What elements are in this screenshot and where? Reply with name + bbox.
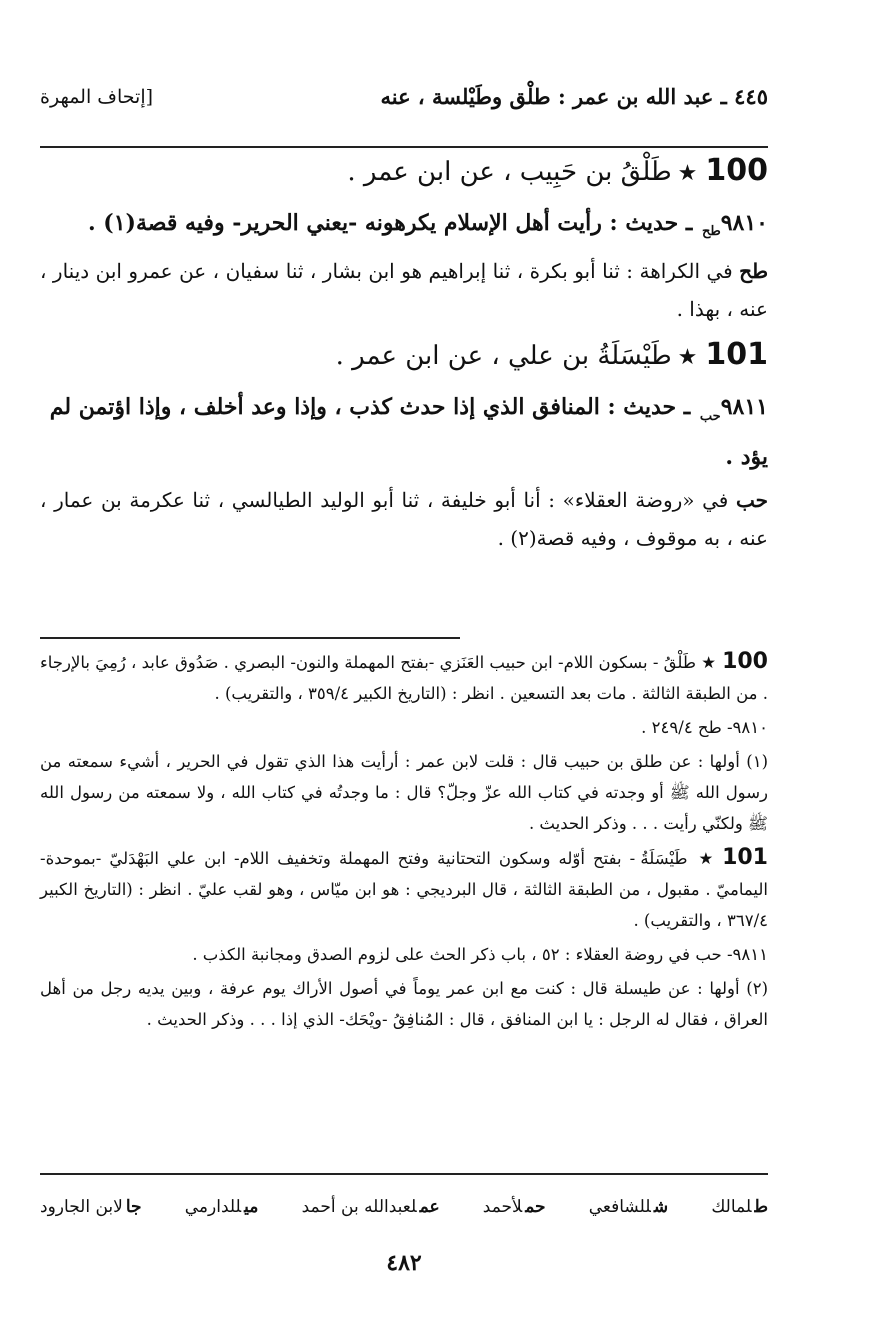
note-text: طَيْسَلَةُ - بفتح أوّله وسكون التحتانية وفتح المهملة وتخفيف اللام- ابن علي البَهْدَليّ -بموحدة- اليماميّ . مقبول ، من الطبقة الثالثة ، قال البرديجي : هو ابن ميّاس ، وهو لقب عليّ . انظر : (التاريخ الكبير ٣٦٧/٤ ، والتقريب) . [40,849,768,930]
source-lead: حب [735,487,768,512]
hadith-heading [40,387,768,476]
page-number: ٤٨٢ [386,1250,422,1276]
note-text: (١) أولها : عن طلق بن حبيب قال : قلت لابن عمر : أرأيت هذا الذي تقول في الحرير ، أشيء سمعته من رسول الله ﷺ أو وجدته في كتاب الله عزّ وجلّ؟ قال : ما وجدتُه في كتاب الله ، ولا سمعته من رسول الله ﷺ ولكنّي رأيت . . . وذكر الحديث . [40,752,768,833]
narrator-entry [40,332,768,556]
note-number: 100 [722,649,768,674]
abbreviation-code: حم [525,1197,546,1217]
abbreviation-name: للشافعي [588,1197,651,1217]
abbreviation-item [711,1190,768,1224]
abbreviation-code: عم [419,1197,440,1217]
abbreviation-item [40,1190,142,1224]
main-text [40,140,768,557]
abbreviation-name: لابن الجارود [40,1197,123,1217]
hadith-text: ـ حديث : المنافق الذي إذا حدث كذب ، وإذا وعد أخلف ، وإذا اؤتمن لم يؤد . [49,394,768,470]
page-header [40,82,768,112]
note-text: (٢) أولها : عن طيسلة قال : كنت مع ابن عمر يوماً في أصول الأراك يوم عرفة ، وبين يديه رجل من أهل العراق ، فقال له الرجل : يا ابن المنافق ، قال : المُنافِقُ -ويْحَك- الذي إذا . . . وذكر الحديث . [40,979,768,1029]
book-title: [إتحاف المهرة [40,86,154,108]
footnote [40,973,768,1035]
abbreviation-name: لأحمد [482,1197,523,1217]
note-text: طَلْقُ - بسكون اللام- ابن حبيب العَنَزي -بفتح المهملة والنون- البصري . صَدُوق عابد ، رُمِيَ بالإرجاء . من الطبقة الثالثة . مات بعد التسعين . انظر : (التاريخ الكبير ٣٥٩/٤ ، والتقريب) . [40,653,768,703]
narrator-name: طَلْقُ بن حَبِيب ، عن ابن عمر . [347,157,672,187]
abbreviation-rule [40,1173,768,1175]
hadith-siglum: حب [699,408,721,424]
narrator-number: 100 [705,153,768,188]
abbreviation-item [589,1190,668,1224]
source-text: في «روضة العقلاء» : أنا أبو خليفة ، ثنا أبو الوليد الطيالسي ، ثنا عكرمة بن عمار ، عنه ، به موقوف ، وفيه قصة(٢) . [40,487,768,550]
hadith-number: ٩٨١١ [720,394,768,421]
footnote [40,939,768,970]
abbreviation-name: لمالك [711,1197,752,1217]
hadith-text: ـ حديث : رأيت أهل الإسلام يكرهونه -يعني الحرير- وفيه قصة(١) . [87,210,693,236]
narrator-name: طَيْسَلَةُ بن علي ، عن ابن عمر . [335,341,672,372]
narrator-heading [40,148,768,197]
abbreviation-code: ط [754,1197,768,1217]
source-paragraph [40,481,768,557]
footnotes [40,646,768,1038]
star-icon: ★ [701,653,717,672]
footnote-rule [40,637,460,639]
star-icon: ★ [677,345,698,371]
source-lead: طح [739,259,768,284]
narrator-entry [40,148,768,328]
note-text: ٩٨١١- حب في روضة العقلاء : ٥٢ ، باب ذكر الحث على لزوم الصدق ومجانبة الكذب . [192,945,768,964]
note-number: 101 [722,845,768,870]
narrator-number: 101 [705,337,768,373]
abbreviation-code: جا [125,1197,142,1217]
footnote [40,746,768,839]
abbreviation-key [40,1190,768,1224]
note-text: ٩٨١٠- طح ٢٤٩/٤ . [641,718,768,737]
hadith-heading [40,203,768,252]
source-paragraph [40,252,768,328]
footnote [40,712,768,743]
running-head: ٤٤٥ ـ عبد الله بن عمر : طلْق وطَيْلسة ، عنه [380,84,768,109]
star-icon: ★ [695,849,717,868]
star-icon: ★ [677,161,698,186]
document-page [40,60,768,1300]
abbreviation-code: ش [653,1197,669,1217]
narrator-heading [40,332,768,381]
hadith-siglum: طح [701,224,721,240]
abbreviation-code: مي [244,1197,259,1217]
abbreviation-item [185,1190,259,1224]
source-text: في الكراهة : ثنا أبو بكرة ، ثنا إبراهيم هو ابن بشار ، ثنا سفيان ، عن عمرو ابن دينار ، عنه ، بهذا . [40,259,768,322]
footnote [40,842,768,936]
abbreviation-item [483,1190,546,1224]
hadith-number: ٩٨١٠ [720,210,768,236]
abbreviation-name: للدارمي [184,1197,242,1217]
abbreviation-item [302,1190,440,1224]
footnote [40,646,768,709]
abbreviation-name: لعبدالله بن أحمد [301,1197,417,1217]
